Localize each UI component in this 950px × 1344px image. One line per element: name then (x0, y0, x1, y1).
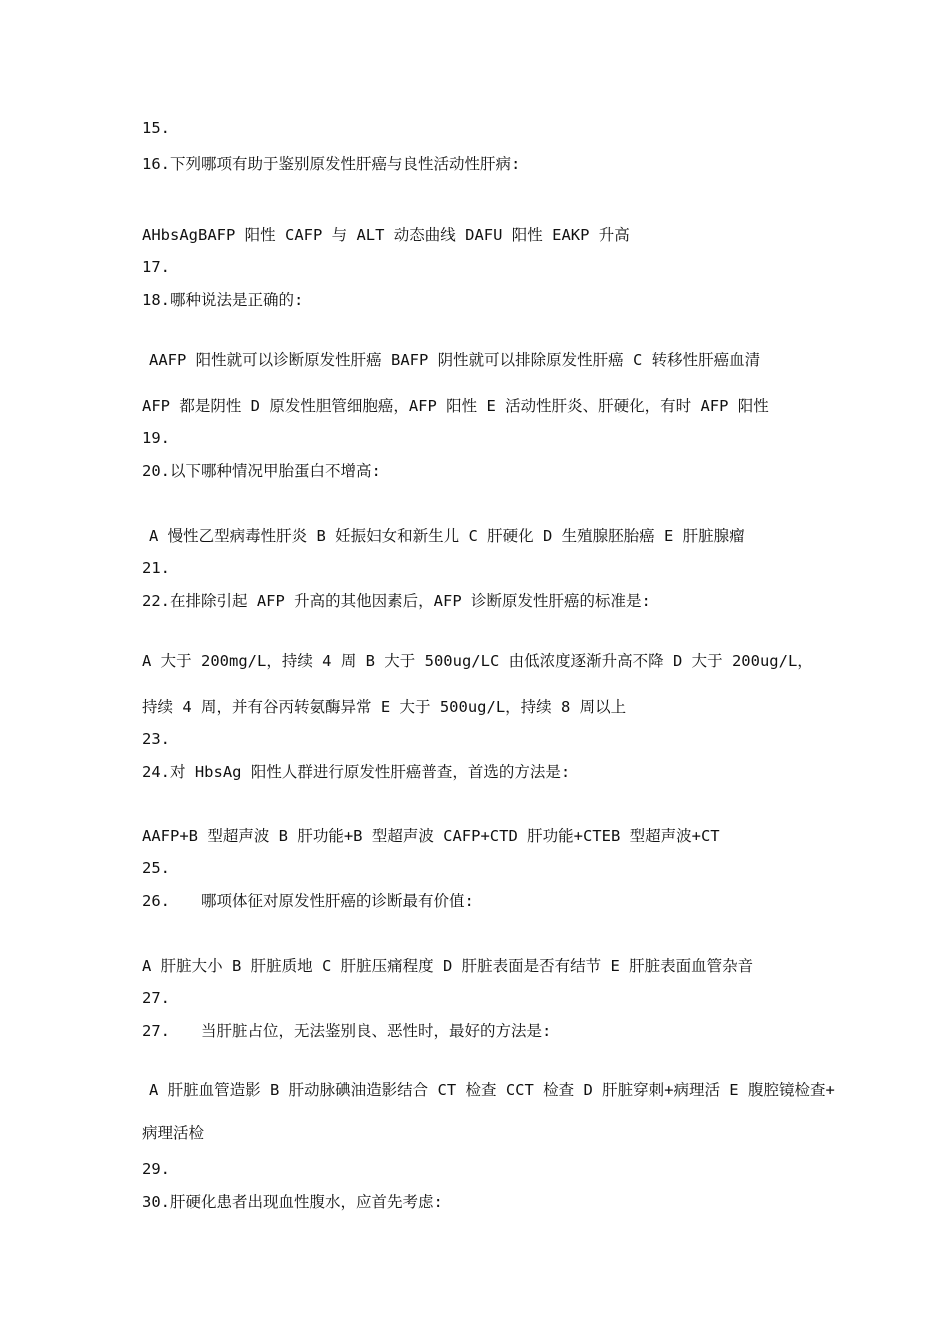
question-number: 25. (142, 859, 170, 877)
answer-options: A 肝脏大小 B 肝脏质地 C 肝脏压痛程度 D 肝脏表面是否有结节 E 肝脏表面血管杂音 (142, 957, 754, 975)
answer-options: AAFP 阳性就可以诊断原发性肝癌 BAFP 阴性就可以排除原发性肝癌 C 转移性肝癌血清 (149, 351, 761, 369)
answer-options-continued: 病理活检 (142, 1124, 205, 1142)
answer-options: A 慢性乙型病毒性肝炎 B 妊振妇女和新生儿 C 肝硬化 D 生殖腺胚胎癌 E 肝脏腺瘤 (149, 527, 745, 545)
question-number: 21. (142, 559, 170, 577)
question-text: 26. 哪项体征对原发性肝癌的诊断最有价值: (142, 892, 474, 910)
question-number: 29. (142, 1160, 170, 1178)
question-number: 27. (142, 989, 170, 1007)
answer-options-continued: 持续 4 周，并有谷丙转氨酶异常 E 大于 500ug/L，持续 8 周以上 (142, 698, 627, 716)
question-text: 30.肝硬化患者出现血性腹水，应首先考虑: (142, 1193, 443, 1211)
answer-options: A 大于 200mg/L，持续 4 周 B 大于 500ug/LC 由低浓度逐渐升高不降 D 大于 200ug/L， (142, 652, 813, 670)
question-number: 19. (142, 429, 170, 447)
answer-options: A 肝脏血管造影 B 肝动脉碘油造影结合 CT 检查 CCT 检查 D 肝脏穿刺+病理活 E 腹腔镜检查+ (149, 1081, 835, 1099)
question-text: 22.在排除引起 AFP 升高的其他因素后，AFP 诊断原发性肝癌的标准是: (142, 592, 651, 610)
answer-options-continued: AFP 都是阴性 D 原发性胆管细胞癌，AFP 阳性 E 活动性肝炎、肝硬化，有时 AFP 阳性 (142, 397, 769, 415)
question-text: 24.对 HbsAg 阳性人群进行原发性肝癌普查，首选的方法是: (142, 763, 571, 781)
question-text: 20.以下哪种情况甲胎蛋白不增高: (142, 462, 381, 480)
question-number: 17. (142, 258, 170, 276)
question-text: 18.哪种说法是正确的: (142, 291, 304, 309)
question-number: 23. (142, 730, 170, 748)
question-text: 16.下列哪项有助于鉴别原发性肝癌与良性活动性肝病: (142, 155, 521, 173)
answer-options: AHbsAgBAFP 阳性 CAFP 与 ALT 动态曲线 DAFU 阳性 EAKP 升高 (142, 226, 630, 244)
answer-options: AAFP+B 型超声波 B 肝功能+B 型超声波 CAFP+CTD 肝功能+CTEB 型超声波+CT (142, 827, 720, 845)
question-number: 15. (142, 119, 170, 137)
question-text: 27. 当肝脏占位，无法鉴别良、恶性时，最好的方法是: (142, 1022, 552, 1040)
